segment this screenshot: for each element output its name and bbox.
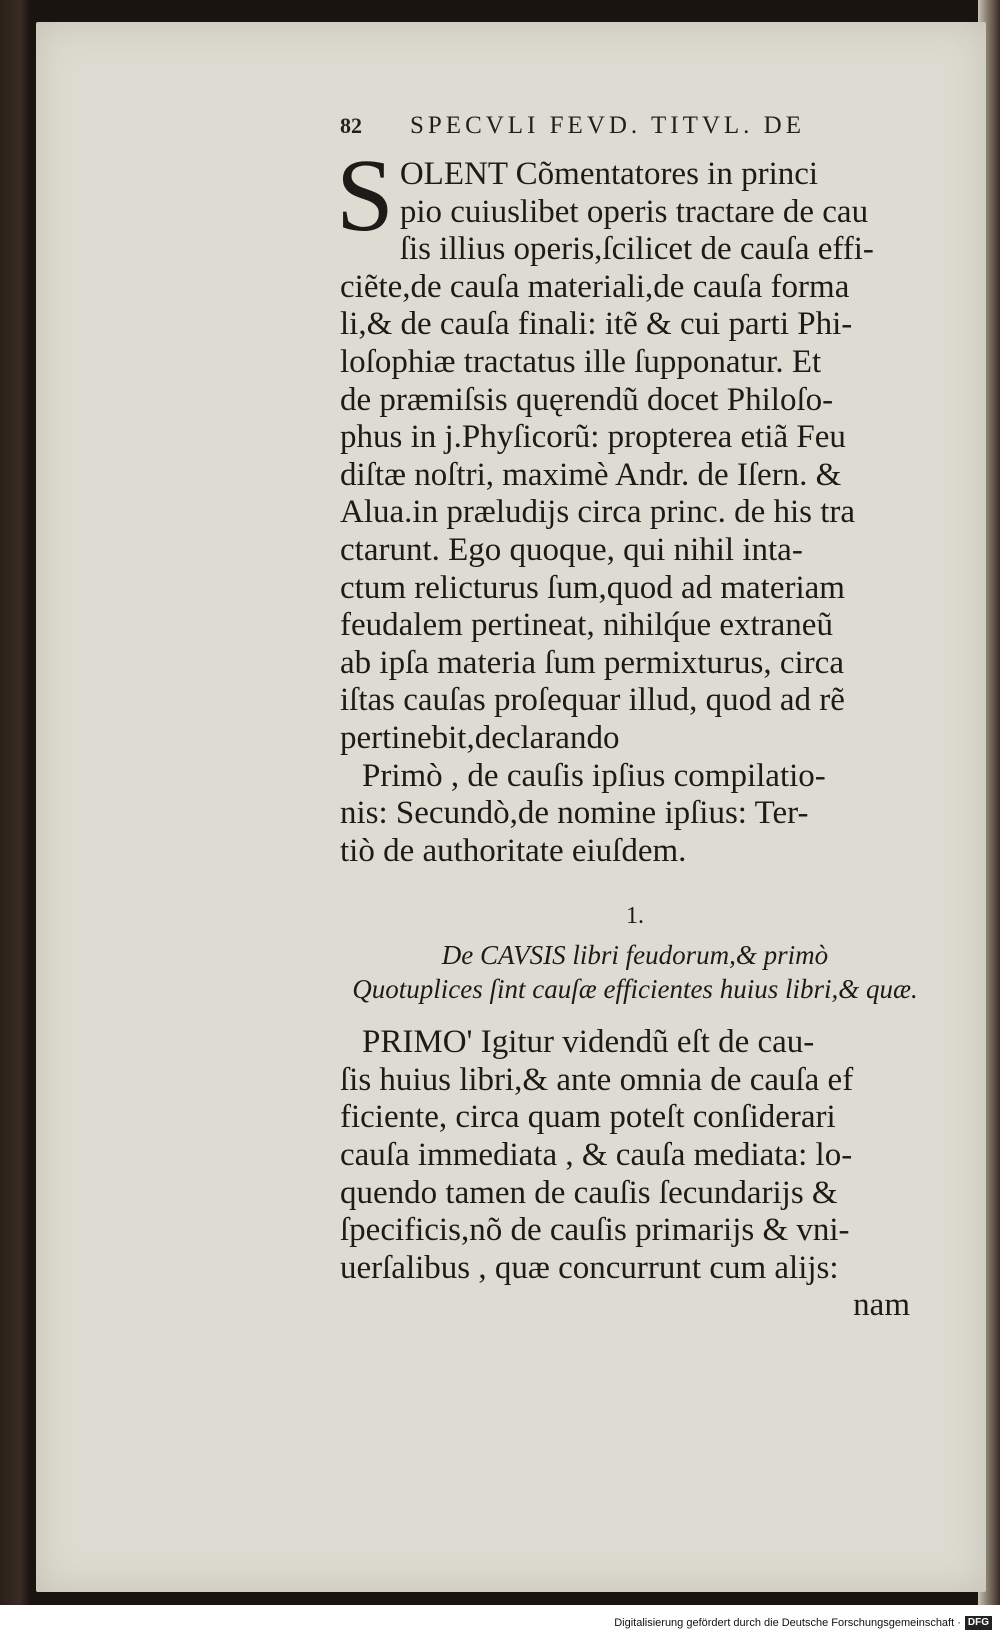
paragraph-1 bbox=[336, 138, 930, 758]
page-header bbox=[340, 112, 860, 140]
catchword: nam bbox=[853, 1287, 910, 1324]
section-title-line: Quotuplices ſint cauſæ efficientes huius libri,& quæ. bbox=[352, 974, 918, 1005]
drop-cap: S bbox=[336, 138, 394, 253]
text-line: ab ipſa materia ſum permixturus, circa bbox=[340, 644, 844, 681]
text-line: feudalem pertineat, nihilq́ue extraneũ bbox=[340, 607, 833, 644]
text-line: pertinebit,declarando bbox=[340, 719, 620, 756]
text-line: quendo tamen de cauſis ſecundarijs & bbox=[340, 1174, 838, 1211]
section-title bbox=[340, 938, 930, 1006]
text-line: pio cuiuslibet operis tractare de cau bbox=[399, 193, 869, 230]
text-line: tiò de authoritate eiuſdem. bbox=[340, 832, 687, 869]
text-line: ciẽte,de cauſa materiali,de cauſa forma bbox=[340, 268, 850, 305]
text-line: OLENT Cõmentatores in princi bbox=[399, 156, 819, 192]
text-line: cauſa immediata , & cauſa mediata: lo- bbox=[340, 1137, 853, 1174]
text-line: PRIMO' Igitur videndũ eſt de cau- bbox=[362, 1024, 815, 1061]
paragraph-2 bbox=[340, 758, 930, 871]
text-line: loſophiæ tractatus ille ſupponatur. Et bbox=[340, 343, 822, 380]
text-line: phus in j.Phyſicorũ: propterea etiã Feu bbox=[340, 419, 846, 456]
text-line: li,& de cauſa finali: itẽ & cui parti Phi- bbox=[340, 306, 853, 343]
text-line: nis: Secundò,de nomine ipſius: Ter- bbox=[340, 795, 809, 832]
text-line: de præmiſsis quęrendũ docet Philoſo- bbox=[340, 381, 834, 418]
text-line: iſtas cauſas proſequar illud, quod ad rẽ bbox=[340, 682, 845, 719]
text-line: ficiente, circa quam poteſt conſiderari bbox=[340, 1099, 836, 1136]
text-line: ctarunt. Ego quoque, qui nihil inta- bbox=[340, 531, 803, 568]
page-text bbox=[336, 138, 930, 1325]
paragraph-3 bbox=[340, 1024, 930, 1325]
footer-text: Digitalisierung gefördert durch die Deutsche Forschungsgemeinschaft · bbox=[614, 1617, 961, 1629]
text-line: ſis illius operis,ſcilicet de cauſa effi- bbox=[399, 231, 874, 268]
footer-credit bbox=[0, 1612, 1000, 1634]
text-line: Primò , de cauſis ipſius compilatio- bbox=[362, 757, 826, 794]
text-line: ſis huius libri,& ante omnia de cauſa ef bbox=[340, 1061, 854, 1098]
text-line: Alua.in præludijs circa princ. de his tra bbox=[340, 494, 856, 531]
dfg-logo: DFG bbox=[965, 1616, 992, 1630]
text-line: diſtæ noſtri, maximè Andr. de Iſern. & bbox=[340, 456, 842, 493]
page-number: 82 bbox=[340, 113, 362, 138]
section-title-line: De CAVSIS libri feudorum,& primò bbox=[441, 940, 829, 971]
text-line: ſpecificis,nõ de cauſis primarijs & vni- bbox=[340, 1212, 850, 1249]
section-number: 1. bbox=[626, 903, 644, 930]
text-line: uerſalibus , quæ concurrunt cum alijs: bbox=[340, 1249, 839, 1286]
running-head: SPECVLI FEVD. TITVL. DE bbox=[410, 112, 806, 139]
text-line: ctum relicturus ſum,quod ad materiam bbox=[340, 569, 845, 606]
